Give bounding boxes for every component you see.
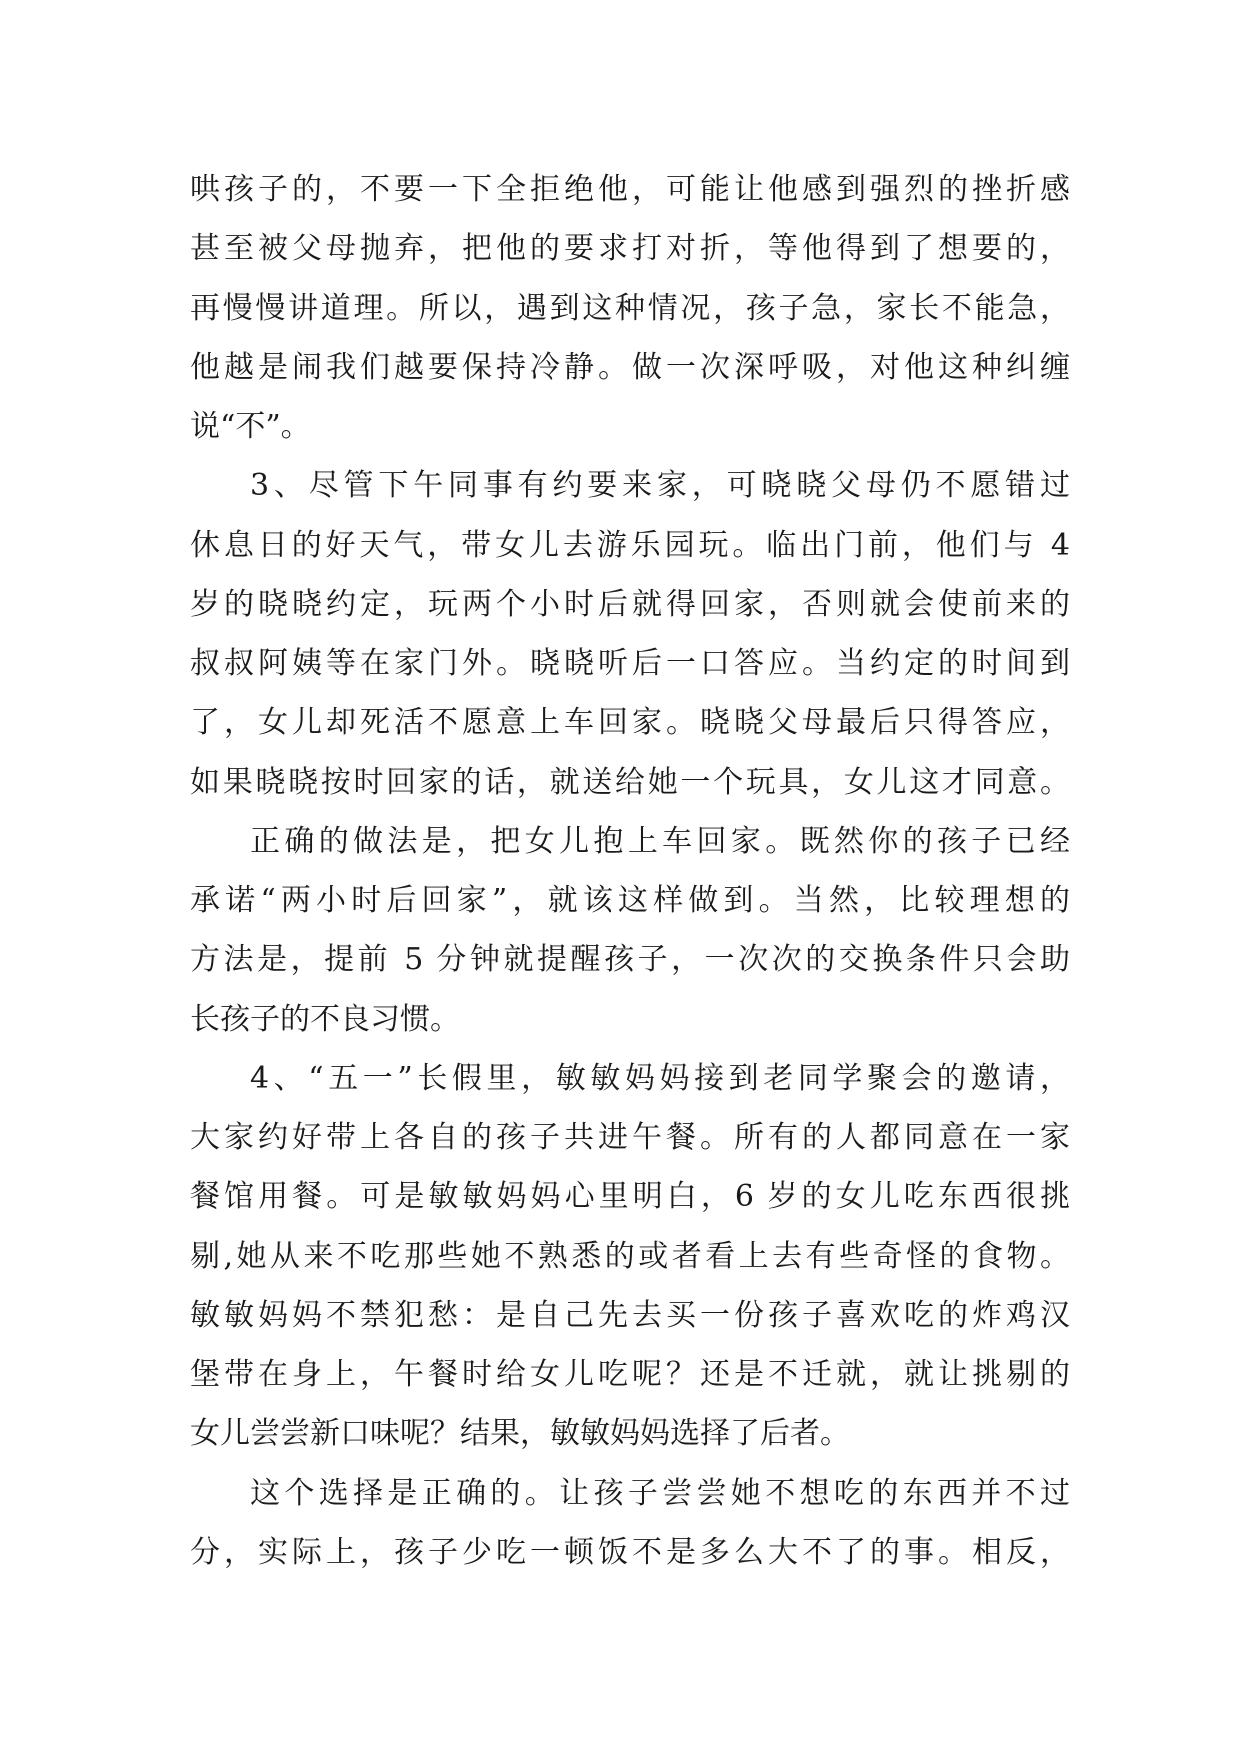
- text-line: 再慢慢讲道理。所以，遇到这种情况，孩子急，家长不能急，: [190, 290, 1070, 326]
- text-line: 3、尽管下午同事有约要来家，可晓晓父母仍不愿错过: [250, 468, 1070, 504]
- document-body: [190, 160, 1070, 1582]
- text-line: 正确的做法是，把女儿抱上车回家。既然你的孩子已经: [250, 823, 1070, 859]
- text-line: 大家约好带上各自的孩子共进午餐。所有的人都同意在一家: [190, 1120, 1070, 1155]
- text-line: 他越是闹我们越要保持冷静。做一次深呼吸，对他这种纠缠: [190, 349, 1070, 385]
- text-line: 长孩子的不良习惯。: [190, 1001, 460, 1037]
- text-line: 甚至被父母抛弃，把他的要求打对折，等他得到了想要的，: [190, 231, 1070, 267]
- text-line: 说“不”。: [190, 409, 311, 444]
- text-line: 叔叔阿姨等在家门外。晓晓听后一口答应。当约定的时间到: [190, 646, 1070, 681]
- text-line: 哄孩子的，不要一下全拒绝他，可能让他感到强烈的挫折感: [190, 172, 1070, 207]
- text-line: 敏敏妈妈不禁犯愁：是自己先去买一份孩子喜欢吃的炸鸡汉: [190, 1297, 1070, 1333]
- text-line: 了，女儿却死活不愿意上车回家。晓晓父母最后只得答应，: [190, 705, 1070, 741]
- text-line: 女儿尝尝新口味呢？结果，敏敏妈妈选择了后者。: [190, 1416, 850, 1452]
- text-line: 承诺“两小时后回家”，就该这样做到。当然，比较理想的: [190, 883, 1070, 918]
- text-line: 这个选择是正确的。让孩子尝尝她不想吃的东西并不过: [250, 1475, 1070, 1511]
- text-line: 堡带在身上，午餐时给女儿吃呢？还是不迁就，就让挑剔的: [190, 1357, 1070, 1392]
- text-line: 剔,她从来不吃那些她不熟悉的或者看上去有些奇怪的食物。: [190, 1238, 1070, 1274]
- text-line: 如果晓晓按时回家的话，就送给她一个玩具，女儿这才同意。: [190, 764, 1070, 800]
- text-line: 分，实际上，孩子少吃一顿饭不是多么大不了的事。相反，: [190, 1534, 1070, 1570]
- text-line: 休息日的好天气，带女儿去游乐园玩。临出门前，他们与 4: [190, 527, 1070, 563]
- text-line: 4、“五一”长假里，敏敏妈妈接到老同学聚会的邀请，: [250, 1060, 1070, 1096]
- text-line: 餐馆用餐。可是敏敏妈妈心里明白，6 岁的女儿吃东西很挑: [190, 1179, 1070, 1215]
- text-line: 方法是，提前 5 分钟就提醒孩子，一次次的交换条件只会助: [190, 942, 1070, 978]
- text-line: 岁的晓晓约定，玩两个小时后就得回家，否则就会使前来的: [190, 586, 1070, 622]
